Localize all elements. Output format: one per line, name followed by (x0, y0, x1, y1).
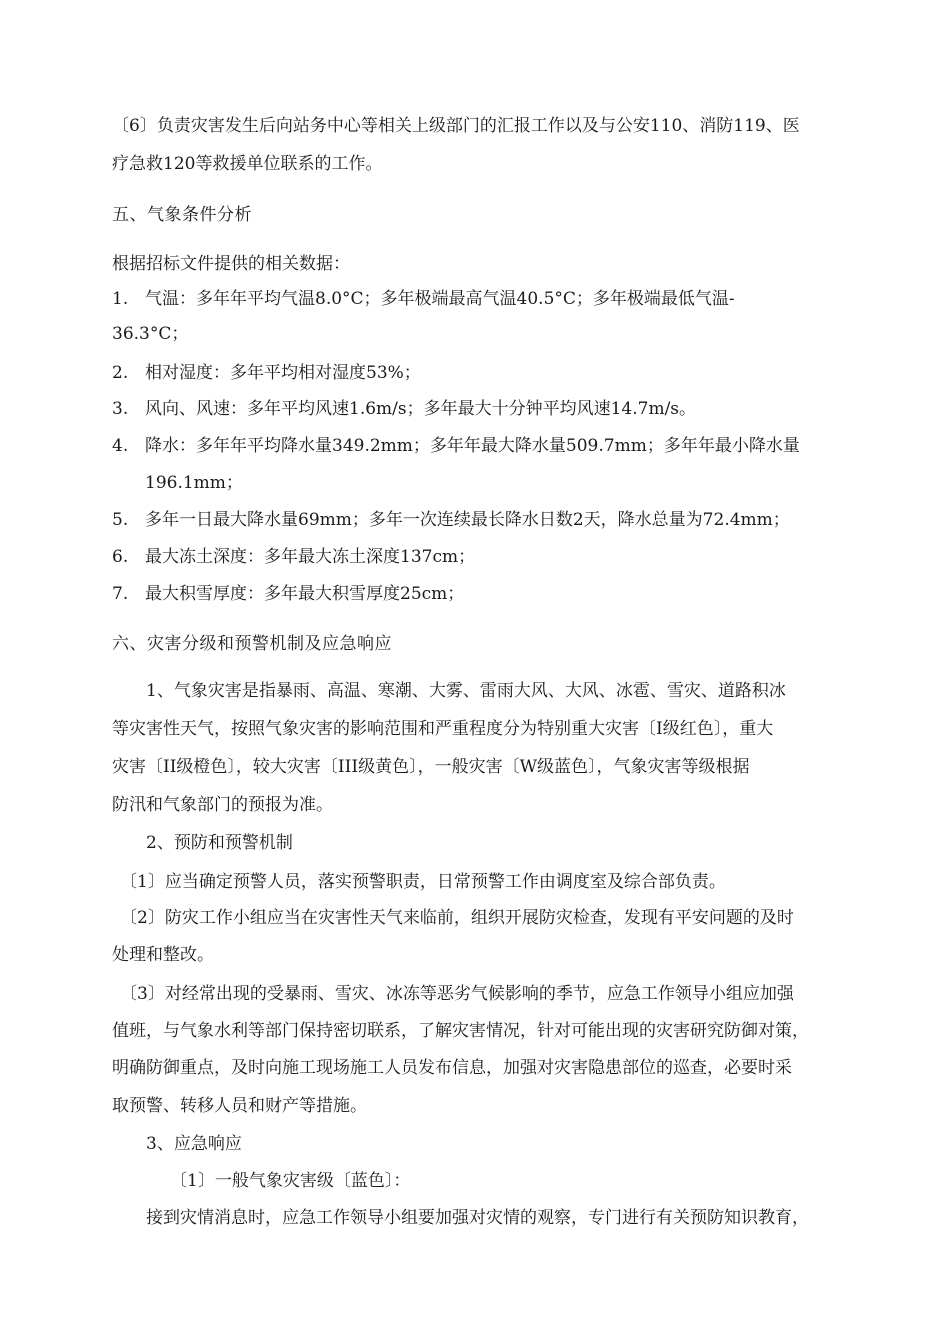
list-item (112, 435, 800, 457)
list-item (112, 546, 475, 568)
section-3-item-1: 〔1〕一般气象灾害级〔蓝色〕： (170, 1171, 411, 1191)
list-text: 风向、风速：多年平均风速1.6m/s；多年最大十分钟平均风速14.7m/s。 (145, 399, 697, 419)
section-3-item-1-paragraph: 接到灾情消息时，应急工作领导小组要加强对灾情的观察，专门进行有关预防知识教育， (146, 1208, 809, 1228)
section-heading-weather: 五、气象条件分析 (112, 205, 252, 225)
section-3-heading: 3、应急响应 (146, 1134, 242, 1154)
list-number: 3. (112, 399, 129, 419)
list-text: 最大积雪厚度：多年最大积雪厚度25cm； (145, 584, 465, 604)
list-number: 4. (112, 436, 129, 456)
section-2-item-2-line-1: 〔2〕防灾工作小组应当在灾害性天气来临前，组织开展防灾检查，发现有平安问题的及时 (120, 908, 794, 928)
section-2-item-2-line-2: 处理和整改。 (112, 945, 214, 965)
list-number: 5. (112, 510, 129, 530)
list-item (112, 583, 464, 605)
list-number: 2. (112, 363, 129, 383)
section-1-line-4: 防汛和气象部门的预报为准。 (112, 795, 333, 815)
list-item (112, 398, 696, 420)
list-text: 相对湿度：多年平均相对湿度53%； (145, 363, 421, 383)
section-2-item-3-line-4: 取预警、转移人员和财产等措施。 (112, 1096, 367, 1116)
section-heading-disaster: 六、灾害分级和预警机制及应急响应 (112, 634, 392, 654)
list-text: 最大冻土深度：多年最大冻土深度137cm； (145, 547, 476, 567)
paragraph-6-line-1: 〔6〕负责灾害发生后向站务中心等相关上级部门的汇报工作以及与公安110、消防119、医 (112, 116, 800, 136)
list-item (112, 362, 421, 384)
list-number: 7. (112, 584, 129, 604)
list-item-continuation: 196.1mm； (145, 473, 243, 493)
section-2-item-3-line-1: 〔3〕对经常出现的受暴雨、雪灾、冰冻等恶劣气候影响的季节，应急工作领导小组应加强 (120, 984, 794, 1004)
section-2-item-3-line-3: 明确防御重点，及时向施工现场施工人员发布信息，加强对灾害隐患部位的巡查，必要时采 (112, 1058, 792, 1078)
list-item-continuation: 36.3°C； (112, 324, 189, 344)
section-2-item-1: 〔1〕应当确定预警人员，落实预警职责，日常预警工作由调度室及综合部负责。 (120, 872, 726, 892)
list-item (112, 288, 735, 310)
section-2-item-3-line-2: 值班，与气象水利等部门保持密切联系，了解灾害情况，针对可能出现的灾害研究防御对策， (112, 1021, 809, 1041)
section-1-line-3: 灾害〔II级橙色〕，较大灾害〔III级黄色〕，一般灾害〔W级蓝色〕，气象灾害等级根据 (112, 757, 750, 777)
list-text: 降水：多年年平均降水量349.2mm；多年年最大降水量509.7mm；多年年最小降水量 (145, 436, 800, 456)
section-1-line-1: 1、气象灾害是指暴雨、高温、寒潮、大雾、雷雨大风、大风、冰雹、雪灾、道路积冰 (146, 681, 786, 701)
list-number: 1. (112, 289, 129, 309)
list-text: 多年一日最大降水量69mm；多年一次连续最长降水日数2天，降水总量为72.4mm； (145, 510, 790, 530)
list-item (112, 509, 790, 531)
section-2-heading: 2、预防和预警机制 (146, 833, 293, 853)
section-1-line-2: 等灾害性天气，按照气象灾害的影响范围和严重程度分为特别重大灾害〔I级红色〕，重大 (112, 719, 774, 739)
paragraph-6-line-2: 疗急救120等救援单位联系的工作。 (112, 154, 383, 174)
list-number: 6. (112, 547, 129, 567)
list-text: 气温：多年年平均气温8.0°C；多年极端最高气温40.5°C；多年极端最低气温- (145, 289, 735, 309)
data-intro: 根据招标文件提供的相关数据： (112, 254, 350, 274)
